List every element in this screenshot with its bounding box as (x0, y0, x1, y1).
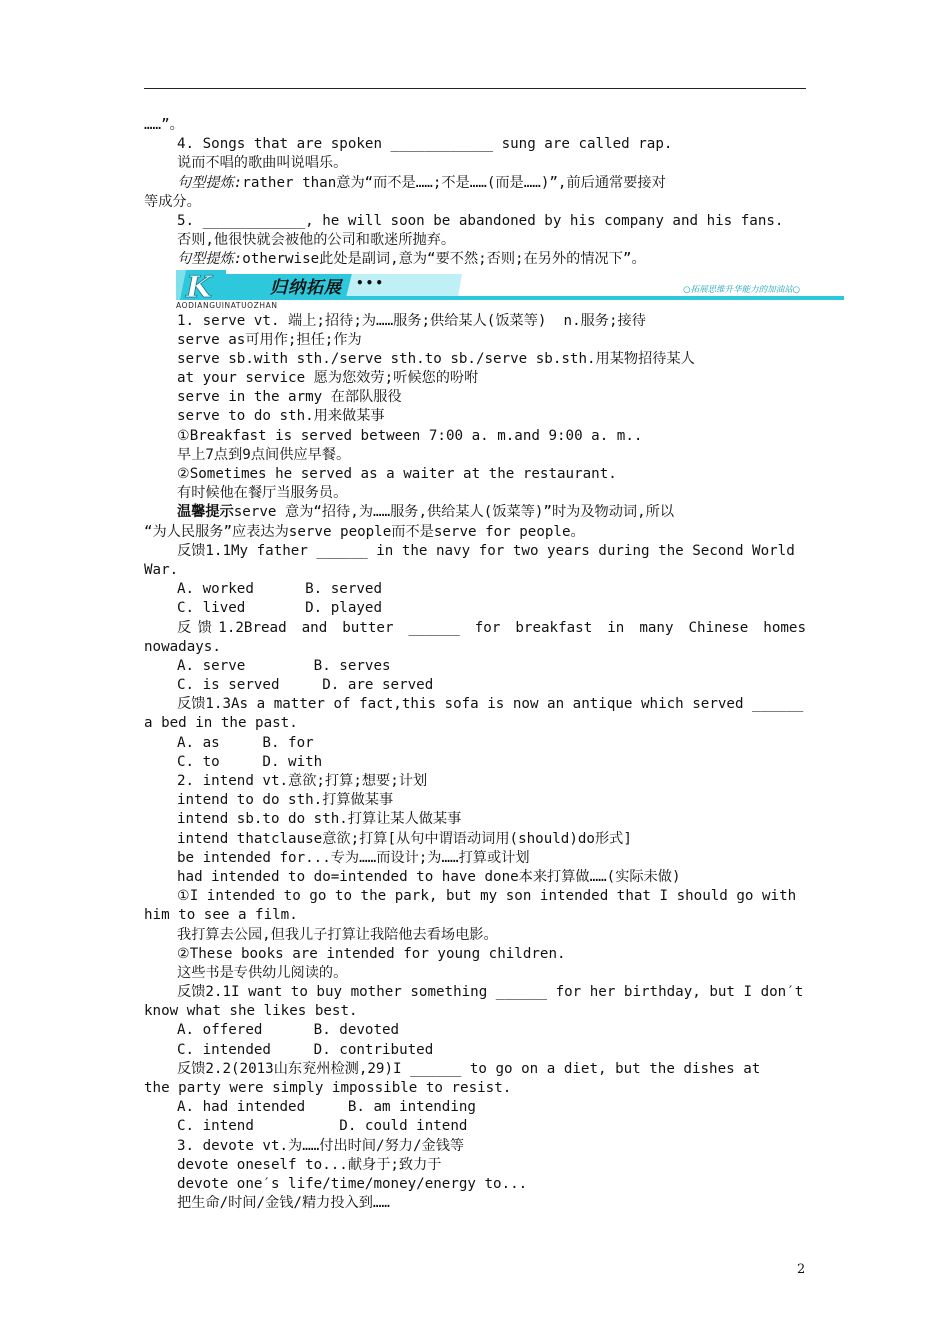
tip-text: serve 意为“招待,为……服务,供给某人(饭菜等)”时为及物动词,所以 (233, 504, 675, 521)
answer-options: A. had intended B. am intending (177, 1099, 476, 1116)
phrase: serve in the army 在部队服役 (177, 389, 402, 406)
section-slogan: ○拓展思维升华能力的加油站○ (683, 284, 800, 295)
phrase: serve sb.with sth./serve sth.to sb./serve sb.sth.用某物招待某人 (177, 350, 695, 367)
phrase: 把生命/时间/金钱/精力投入到…… (177, 1195, 390, 1212)
text-line: 等成分。 (144, 193, 201, 210)
vocab-heading: 1. serve vt. 端上;招待;为……服务;供给某人(饭菜等) n.服务;接待 (177, 312, 646, 329)
pattern-note-label: 句型提炼: (177, 174, 243, 191)
example-sentence: ②Sometimes he served as a waiter at the restaurant. (177, 466, 617, 482)
exercise-question: 反馈1.2Bread and butter ______ for breakfast in many Chinese homes (177, 619, 806, 636)
pattern-note-text: otherwise此处是副词,意为“要不然;否则;在另外的情况下”。 (242, 251, 646, 268)
answer-options: A. serve B. serves (177, 657, 391, 674)
text-line: War. (144, 561, 179, 578)
vocab-heading: 3. devote vt.为……付出时间/努力/金钱等 (177, 1137, 465, 1154)
exercise-question: 反馈2.2(2013山东兖州检测,29)I ______ to go on a diet, but the dishes at (177, 1060, 761, 1077)
text-line: nowadays. (144, 638, 221, 655)
phrase: intend thatclause意欲;打算[从句中谓语动词用(should)do形式] (177, 830, 632, 847)
text-line: a bed in the past. (144, 715, 298, 732)
exercise-sentence: 4. Songs that are spoken ____________ sung are called rap. (177, 136, 673, 153)
phrase: devote oneself to...献身于;致力于 (177, 1156, 442, 1173)
pattern-note-text: rather than意为“而不是……;不是……(而是……)”,前后通常要接对 (242, 174, 666, 191)
phrase: serve to do sth.用来做某事 (177, 408, 385, 425)
answer-options: C. intended D. contributed (177, 1041, 434, 1058)
translation: 早上7点到9点间供应早餐。 (177, 446, 351, 463)
section-title: 归纳拓展 (270, 277, 342, 298)
text-line: ……”。 (144, 117, 184, 133)
answer-options: C. lived D. played (177, 600, 382, 617)
section-subtitle: AODIANGUINATUOZHAN (176, 300, 278, 310)
pattern-note (144, 250, 806, 269)
section-banner (142, 270, 806, 312)
exercise-question: 反馈1.1My father ______ in the navy for two years during the Second World (177, 542, 795, 559)
answer-options: A. worked B. served (177, 581, 382, 598)
example-sentence: ①I intended to go to the park, but my son intended that I should go with (177, 888, 797, 905)
translation: 这些书是专供幼儿阅读的。 (177, 964, 348, 981)
pattern-note (144, 174, 806, 193)
answer-options: A. as B. for (177, 734, 314, 751)
pattern-note-label: 句型提炼: (177, 251, 243, 268)
vocab-heading: 2. intend vt.意欲;打算;想要;计划 (177, 773, 428, 789)
phrase: had intended to do=intended to have done本来打算做……(实际未做) (177, 868, 681, 885)
header-rule (144, 88, 806, 89)
exercise-question: 反馈2.1I want to buy mother something ______ for her birthday, but I don′t (177, 984, 804, 1001)
title-dots: ••• (356, 275, 386, 290)
tip-note (144, 503, 806, 522)
answer-options: C. intend D. could intend (177, 1118, 468, 1135)
translation: 我打算去公园,但我儿子打算让我陪他去看场电影。 (177, 926, 498, 943)
text-line: the party were simply impossible to resist. (144, 1080, 512, 1096)
phrase: be intended for...专为……而设计;为……打算或计划 (177, 849, 530, 866)
translation: 有时候他在餐厅当服务员。 (177, 485, 348, 502)
exercise-sentence: 5. ____________, he will soon be abandoned by his company and his fans. (177, 212, 784, 229)
answer-options: A. offered B. devoted (177, 1022, 400, 1039)
translation: 否则,他很快就会被他的公司和歌迷所抛弃。 (177, 232, 456, 249)
phrase: intend to do sth.打算做某事 (177, 792, 394, 809)
text-line: “为人民服务”应表达为serve people而不是serve for people。 (144, 523, 585, 540)
phrase: serve as可用作;担任;作为 (177, 331, 362, 348)
text-line: know what she likes best. (144, 1003, 358, 1020)
page-number: 2 (797, 1262, 806, 1277)
page-body (144, 116, 806, 1213)
translation: 说而不唱的歌曲叫说唱乐。 (177, 155, 348, 172)
answer-options: C. is served D. are served (177, 677, 434, 694)
tip-label: 温馨提示 (177, 504, 234, 521)
example-sentence: ①Breakfast is served between 7:00 a. m.and 9:00 a. m.. (177, 427, 643, 444)
phrase: at your service 愿为您效劳;听候您的吩咐 (177, 370, 479, 387)
svg-text:K: K (186, 269, 213, 300)
exercise-question: 反馈1.3As a matter of fact,this sofa is now an antique which served ______ (177, 696, 804, 713)
answer-options: C. to D. with (177, 753, 323, 770)
text-line: him to see a film. (144, 907, 298, 924)
phrase: devote one′s life/time/money/energy to... (177, 1175, 528, 1192)
phrase: intend sb.to do sth.打算让某人做某事 (177, 811, 462, 828)
example-sentence: ②These books are intended for young children. (177, 945, 566, 962)
